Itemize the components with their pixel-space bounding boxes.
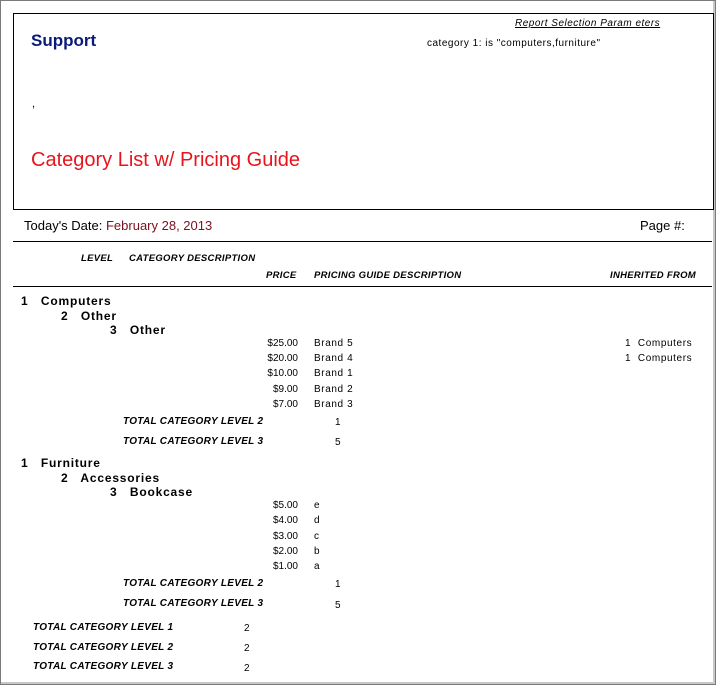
row-description: Brand 3 — [314, 399, 354, 410]
row-description: Brand 1 — [314, 368, 354, 379]
grand-total-label: TOTAL CATEGORY LEVEL 2 — [33, 642, 174, 653]
row-price: $25.00 — [267, 338, 298, 349]
row-price: $9.00 — [272, 384, 298, 395]
subtotal-value: 1 — [335, 417, 341, 428]
col-price: PRICE — [266, 270, 297, 281]
row-price: $10.00 — [267, 368, 298, 379]
row-price: $1.00 — [272, 561, 298, 572]
date-label: Today's Date: — [24, 218, 103, 233]
row-description: a — [314, 561, 321, 572]
row-inherited-from: 1 Computers — [625, 353, 693, 364]
col-pricing-guide-description: PRICING GUIDE DESCRIPTION — [314, 270, 462, 281]
category-param-line: category 1: is "computers,furniture" — [427, 38, 601, 49]
subtotal-label: TOTAL CATEGORY LEVEL 3 — [123, 436, 264, 447]
grand-total-label: TOTAL CATEGORY LEVEL 3 — [33, 661, 174, 672]
row-price: $20.00 — [267, 353, 298, 364]
row-price: $4.00 — [272, 515, 298, 526]
todays-date — [24, 218, 212, 233]
company-name: Support — [31, 31, 97, 50]
row-inherited-from: 1 Computers — [625, 338, 693, 349]
col-category-description: CATEGORY DESCRIPTION — [129, 253, 256, 264]
subtotal-label: TOTAL CATEGORY LEVEL 2 — [123, 578, 264, 589]
category-level-1: 1 Furniture — [21, 456, 101, 470]
subtotal-label: TOTAL CATEGORY LEVEL 2 — [123, 416, 264, 427]
row-description: d — [314, 515, 321, 526]
row-description: c — [314, 531, 320, 542]
row-description: b — [314, 546, 321, 557]
row-description: Brand 2 — [314, 384, 354, 395]
row-price: $5.00 — [272, 500, 298, 511]
report-header-box — [13, 13, 714, 210]
subtotal-value: 5 — [335, 600, 341, 611]
row-description: Brand 4 — [314, 353, 354, 364]
subtotal-value: 5 — [335, 437, 341, 448]
col-level: LEVEL — [81, 253, 114, 264]
row-price: $7.00 — [272, 399, 298, 410]
subtotal-value: 1 — [335, 579, 341, 590]
col-inherited-from: INHERITED FROM — [610, 270, 697, 281]
report-selection-params-title: Report Selection Param eters — [515, 18, 661, 29]
address-comma: , — [32, 98, 36, 110]
category-level-1: 1 Computers — [21, 294, 112, 308]
date-value: February 28, 2013 — [105, 218, 213, 233]
row-description: Brand 5 — [314, 338, 354, 349]
category-level-2: 2 Accessories — [61, 471, 160, 485]
report-title: Category List w/ Pricing Guide — [31, 149, 301, 171]
grand-total-label: TOTAL CATEGORY LEVEL 1 — [33, 622, 174, 633]
row-price: $2.00 — [272, 546, 298, 557]
category-level-3: 3 Bookcase — [110, 485, 193, 499]
row-description: e — [314, 500, 321, 511]
category-level-3: 3 Other — [110, 323, 166, 337]
category-level-2: 2 Other — [61, 309, 117, 323]
grand-total-value: 2 — [244, 623, 250, 634]
row-price: $3.00 — [272, 531, 298, 542]
grand-total-value: 2 — [244, 663, 250, 674]
grand-total-value: 2 — [244, 643, 250, 654]
subtotal-label: TOTAL CATEGORY LEVEL 3 — [123, 598, 264, 609]
page-number-label: Page #: — [640, 218, 685, 233]
